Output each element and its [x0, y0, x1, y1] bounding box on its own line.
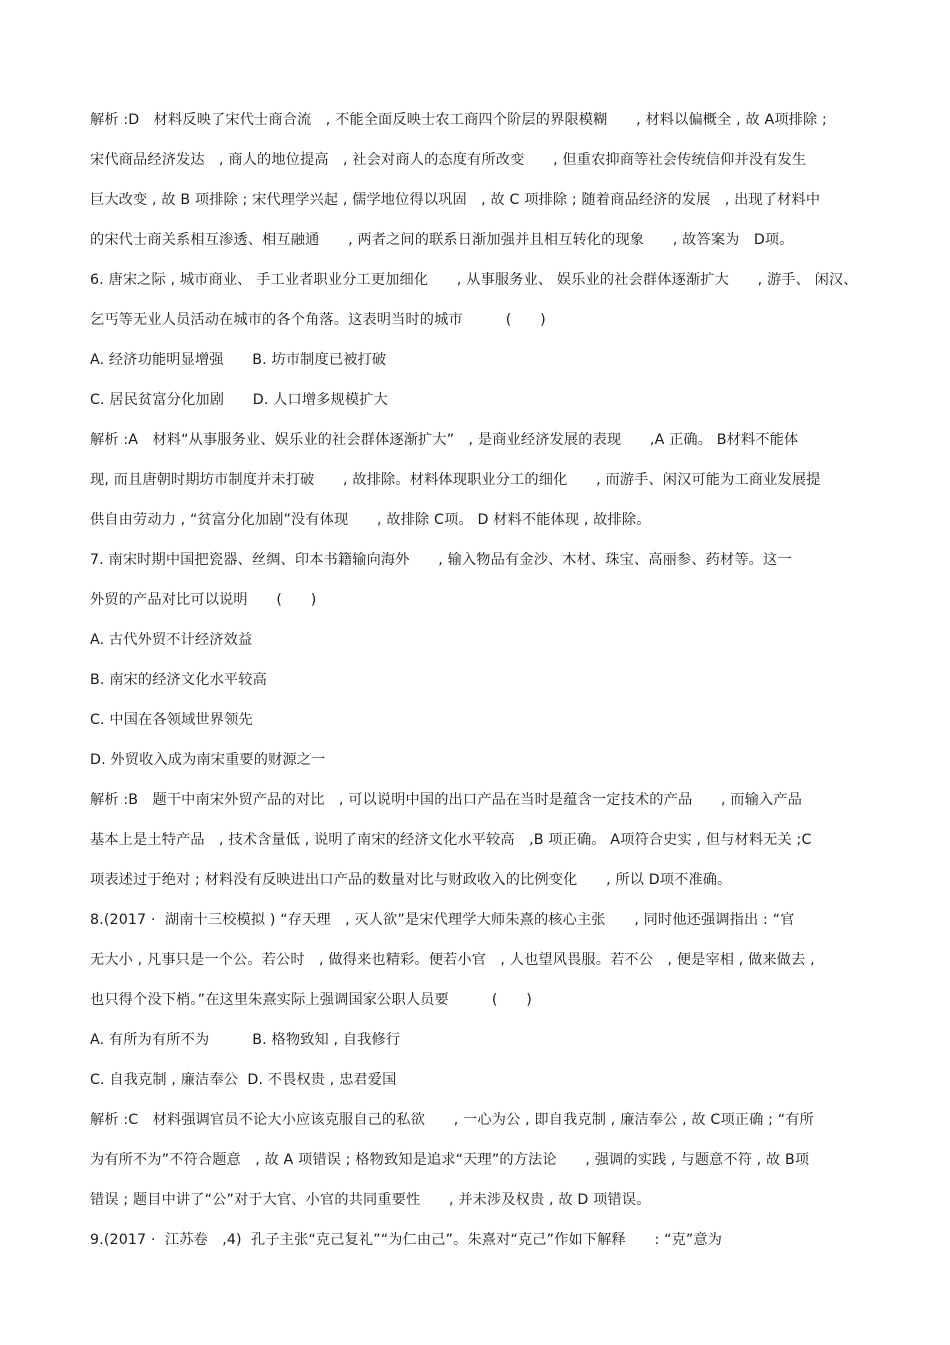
text-line: A. 有所为有所不为 B. 格物致知 , 自我修行: [90, 1032, 401, 1048]
text-line: 无大小 , 凡事只是一个公。若公时 , 做得来也精彩。便若小官 , 人也望风畏服。若不公 , 便是宰相 , 做来做去 ,: [90, 952, 815, 968]
text-line: 乞丐等无业人员活动在城市的各个角落。这表明当时的城市 ( ): [90, 312, 546, 328]
text-line: 供自由劳动力 , “贫富分化加剧”没有体现 , 故排除 C项。 D 材料不能体现 , 故排除。: [90, 512, 651, 528]
text-line: 为有所不为”不符合题意 , 故 A 项错误 ; 格物致知是追求“天理”的方法论 , 强调的实践 , 与题意不符 , 故 B项: [90, 1152, 810, 1168]
text-line: 7. 南宋时期中国把瓷器、丝绸、印本书籍输向海外 , 输入物品有金沙、木材、珠宝、高丽参、药材等。这一: [90, 552, 792, 568]
text-line: C. 中国在各领域世界领先: [90, 712, 253, 728]
text-line: D. 外贸收入成为南宋重要的财源之一: [90, 752, 326, 768]
text-line: 基本上是土特产品 , 技术含量低 , 说明了南宋的经济文化水平较高 ,B 项正确。 A项符合史实 , 但与材料无关 ;C: [90, 832, 812, 848]
text-line: C. 居民贫富分化加剧 D. 人口增多规模扩大: [90, 392, 388, 408]
text-line: 巨大改变 , 故 B 项排除 ; 宋代理学兴起 , 儒学地位得以巩固 , 故 C 项排除 ; 随着商品经济的发展 , 出现了材料中: [90, 192, 821, 208]
text-line: B. 南宋的经济文化水平较高: [90, 672, 267, 688]
text-line: 宋代商品经济发达 , 商人的地位提高 , 社会对商人的态度有所改变 , 但重农抑商等社会传统信仰并没有发生: [90, 152, 807, 168]
text-line: 6. 唐宋之际 , 城市商业、 手工业者职业分工更加细化 , 从事服务业、 娱乐业的社会群体逐渐扩大 , 游手、 闲汉、: [90, 272, 858, 288]
text-line: 解析 :D 材料反映了宋代士商合流 , 不能全面反映士农工商四个阶层的界限模糊 , 材料以偏概全 , 故 A项排除 ;: [90, 112, 827, 128]
text-line: A. 古代外贸不计经济效益: [90, 632, 253, 648]
text-line: 外贸的产品对比可以说明 ( ): [90, 592, 317, 608]
text-line: 现, 而且唐朝时期坊市制度并未打破 , 故排除。材料体现职业分工的细化 , 而游手、闲汉可能为工商业发展提: [90, 472, 821, 488]
text-line: 也只得个没下梢。”在这里朱熹实际上强调国家公职人员要 ( ): [90, 992, 532, 1008]
text-line: A. 经济功能明显增强 B. 坊市制度已被打破: [90, 352, 387, 368]
text-line: 的宋代士商关系相互渗透、相互融通 , 两者之间的联系日渐加强并且相互转化的现象 , 故答案为 D项。: [90, 232, 794, 248]
text-line: 解析 :A 材料“从事服务业、娱乐业的社会群体逐渐扩大” , 是商业经济发展的表现 ,A 正确。 B材料不能体: [90, 432, 799, 448]
text-line: 错误 ; 题目中讲了“公”对于大官、小官的共同重要性 , 并未涉及权贵 , 故 D 项错误。: [90, 1192, 651, 1208]
text-line: 解析 :C 材料强调官员不论大小应该克服自己的私欲 , 一心为公 , 即自我克制 , 廉洁奉公 , 故 C项正确 ; “有所: [90, 1112, 814, 1128]
text-line: 8.(2017 · 湖南十三校模拟 ) “存天理 , 灭人欲”是宋代理学大师朱熹的核心主张 , 同时他还强调指出 : “官: [90, 912, 795, 928]
text-line: 9.(2017 · 江苏卷 ,4) 孔子主张“克己复礼”“为仁由己”。朱熹对“克己”作如下解释 : “克”意为: [90, 1232, 723, 1248]
text-line: 项表述过于绝对 ; 材料没有反映进出口产品的数量对比与财政收入的比例变化 , 所以 D项不准确。: [90, 872, 732, 888]
text-line: 解析 :B 题干中南宋外贸产品的对比 , 可以说明中国的出口产品在当时是蕴含一定技术的产品 , 而输入产品: [90, 792, 802, 808]
text-line: C. 自我克制 , 廉洁奉公 D. 不畏权贵 , 忠君爱国: [90, 1072, 397, 1088]
